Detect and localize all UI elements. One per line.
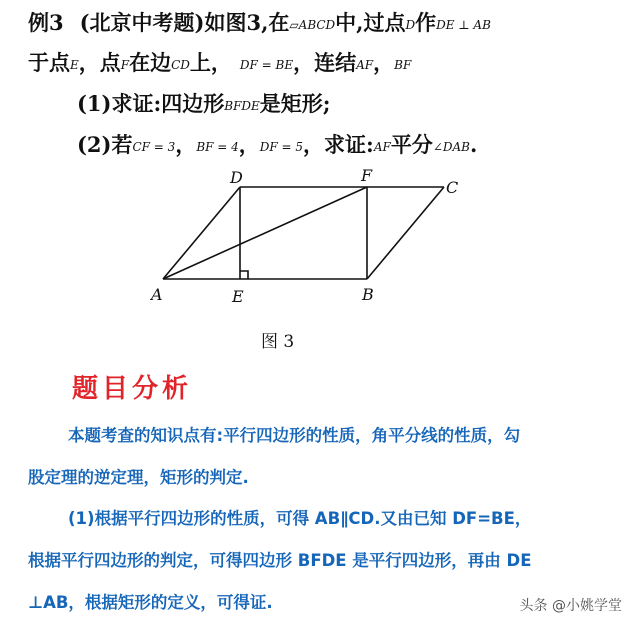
label-f: F xyxy=(361,166,373,185)
label-d: D xyxy=(230,168,243,187)
analysis-p2-line2: 根据平行四边形的判定，可得四边形 BFDE 是平行四边形，再由 DE xyxy=(28,551,532,570)
problem-line-1: 例3 (北京中考题)如图3,在▱ABCD中,过点D作DE ⊥ AB xyxy=(28,10,491,35)
example-label: 例3 xyxy=(28,10,64,35)
problem-line-2: 于点E，点F在边CD上， DF = BE，连结AF，BF xyxy=(28,50,412,75)
question-2: (2)若CF = 3，BF = 4，DF = 5，求证:AF平分∠DAB. xyxy=(77,132,478,157)
analysis-p2-line3: ⊥AB，根据矩形的定义，可得证. xyxy=(28,593,273,612)
segment-af xyxy=(163,187,367,279)
label-a: A xyxy=(151,285,163,304)
watermark: 头条 @小姚学堂 xyxy=(519,598,622,614)
parallelogram-symbol: ▱ABCD xyxy=(289,18,336,32)
side-bc xyxy=(367,187,444,279)
analysis-p1-line2: 股定理的逆定理，矩形的判定. xyxy=(28,468,249,487)
analysis-title: 题目分析 xyxy=(72,374,193,404)
figure-caption: 图 3 xyxy=(261,332,295,352)
label-b: B xyxy=(362,285,374,304)
analysis-p1-line1: 本题考查的知识点有:平行四边形的性质，角平分线的性质，勾 xyxy=(68,426,521,445)
side-ad xyxy=(163,187,240,279)
label-e: E xyxy=(232,287,244,306)
geometry-figure xyxy=(150,160,480,310)
label-c: C xyxy=(446,178,459,197)
analysis-p2-line1: (1)根据平行四边形的性质，可得 AB∥CD.又由已知 DF=BE， xyxy=(68,509,532,528)
right-angle-mark xyxy=(240,271,248,279)
question-1: (1)求证:四边形BFDE是矩形; xyxy=(77,91,331,116)
